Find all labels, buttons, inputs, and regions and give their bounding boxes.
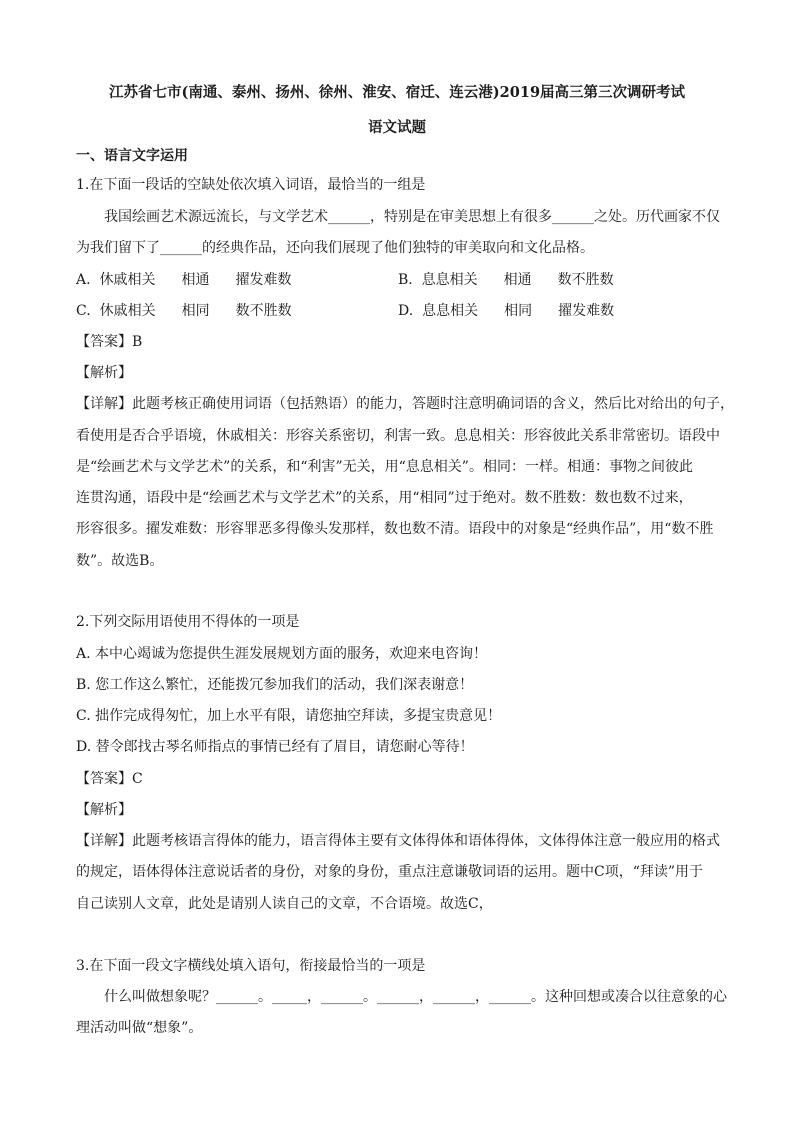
q1-option-a: A. 休戚相关 相通 擢发难数 — [76, 272, 292, 288]
q1-option-row — [76, 301, 726, 321]
q1-detail-line: 【详解】此题考核正确使用词语（包括熟语）的能力，答题时注意明确词语的含义，然后比对给出的句子， — [76, 396, 734, 412]
q2-detail-line: 【详解】此题考核语言得体的能力，语言得体主要有文体得体和语体得体，文体得体注意一般应用的格式 — [76, 833, 720, 849]
q1-stem: 1.在下面一段话的空缺处依次填入词语，最恰当的一组是 — [76, 177, 426, 193]
document-subtitle: 语文试题 — [368, 119, 426, 136]
q2-option-b: B. 您工作这么繁忙，还能拨冗参加我们的活动，我们深表谢意！ — [76, 677, 474, 693]
q1-detail-line: 连贯沟通，语段中是“绘画艺术与文学艺术”的关系，用“相同”过于绝对。数不胜数：数也数不过来， — [76, 490, 693, 506]
q1-detail-line: 看使用是否合乎语境，休戚相关：形容关系密切，利害一致。息息相关：形容彼此关系非常密切。语段中 — [76, 428, 720, 444]
q2-answer: 【答案】C — [76, 771, 143, 787]
q2-option-d: D. 替令郎找古琴名师指点的事情已经有了眉目，请您耐心等待！ — [76, 739, 474, 755]
q1-option-b: B. 息息相关 相通 数不胜数 — [398, 272, 614, 288]
q1-option-c: C. 休戚相关 相同 数不胜数 — [76, 303, 292, 319]
q2-option-c: C. 拙作完成得匆忙，加上水平有限，请您抽空拜读，多提宝贵意见！ — [76, 708, 502, 724]
q1-detail-line: 数”。故选B。 — [76, 553, 164, 569]
q2-detail-line: 自己读别人文章，此处是请别人读自己的文章，不合语境。故选C， — [76, 896, 493, 912]
q1-passage-line: 为我们留下了______的经典作品，还向我们展现了他们独特的审美取向和文化品格。 — [76, 240, 594, 256]
q1-option-d: D. 息息相关 相同 擢发难数 — [398, 303, 615, 319]
q2-detail-line: 的规定，语体得体注意说话者的身份，对象的身份，重点注意谦敬词语的运用。题中C项，“拜读”用于 — [76, 864, 704, 880]
q1-detail-line: 是“绘画艺术与文学艺术”的关系，和“利害”无关，用“息息相关”。相同：一样。相通：事物之间彼此 — [76, 459, 693, 475]
q3-passage-line: 理活动叫做“想象”。 — [76, 1020, 203, 1036]
section-heading: 一、语言文字运用 — [76, 148, 188, 164]
q3-passage-line: 什么叫做想象呢？______。_____，______。______，______，______。这种回想或凑合以往意象的心 — [104, 989, 727, 1005]
q2-analysis-label: 【解析】 — [76, 802, 132, 818]
q1-answer: 【答案】B — [76, 334, 143, 350]
document-title: 江苏省七市(南通、泰州、扬州、徐州、淮安、宿迁、连云港)2019届高三第三次调研考试 — [108, 84, 686, 101]
q1-passage-line: 我国绘画艺术源远流长，与文学艺术______，特别是在审美思想上有很多______之处。历代画家不仅 — [104, 209, 720, 225]
q1-analysis-label: 【解析】 — [76, 365, 132, 381]
q1-detail-line: 形容很多。擢发难数：形容罪恶多得像头发那样，数也数不清。语段中的对象是“经典作品”，用“数不胜 — [76, 521, 714, 537]
q2-stem: 2.下列交际用语使用不得体的一项是 — [76, 614, 300, 630]
q3-stem: 3.在下面一段文字横线处填入语句，衔接最恰当的一项是 — [76, 958, 426, 974]
q1-option-row — [76, 270, 726, 290]
q2-option-a: A. 本中心竭诚为您提供生涯发展规划方面的服务，欢迎来电咨询！ — [76, 646, 488, 662]
